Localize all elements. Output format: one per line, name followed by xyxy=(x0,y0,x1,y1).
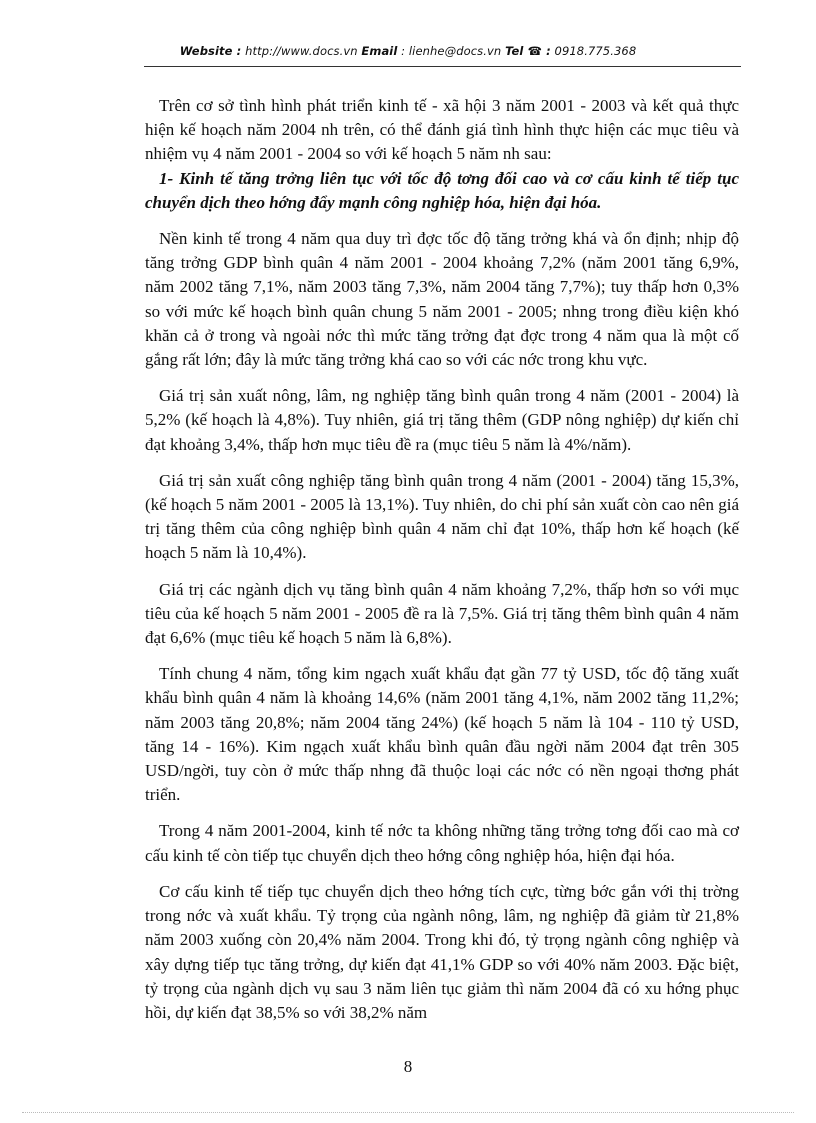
section-heading: 1- Kinh tế tăng trởng liên tục với tốc độ tơng đối cao và cơ cấu kinh tế tiếp tục chuyển dịch theo hớng đẩy mạnh công nghiệp hóa, hiện đại hóa. xyxy=(145,168,739,212)
tel-value: 0918.775.368 xyxy=(550,44,637,58)
website-value: http://www.docs.vn xyxy=(241,44,362,58)
paragraph-agriculture: Giá trị sản xuất nông, lâm, ng nghiệp tăng bình quân trong 4 năm (2001 - 2004) là 5,2% (kế hoạch là 4,8%). Tuy nhiên, giá trị tăng thêm (GDP nông nghiệp) dự kiến chỉ đạt khoảng 3,4%, thấp hơn mục tiêu đề ra (mục tiêu 5 năm là 4%/năm). xyxy=(145,386,739,454)
paragraph-services: Giá trị các ngành dịch vụ tăng bình quân 4 năm khoảng 7,2%, thấp hơn so với mục tiêu của kế hoạch 5 năm 2001 - 2005 đề ra là 7,5%. Giá trị tăng thêm bình quân 4 năm đạt 6,6% (mục tiêu kế hoạch 5 năm là 6,8%). xyxy=(145,579,739,648)
paragraph-intro: Trên cơ sở tình hình phát triển kinh tế - xã hội 3 năm 2001 - 2003 và kết quả thực hiện kế hoạch năm 2004 nh trên, có thể đánh giá tình hình thực hiện các mục tiêu và nhiệm vụ 4 năm 2001 - 2004 so với kế hoạch 5 năm nh sau: xyxy=(145,96,739,164)
header-divider xyxy=(144,66,741,67)
paragraph-industry: Giá trị sản xuất công nghiệp tăng bình quân trong 4 năm (2001 - 2004) tăng 15,3%, (kế hoạch 5 năm 2001 - 2005 là 13,1%). Tuy nhiên, do chi phí sản xuất còn cao nên giá trị tăng thêm của công nghiệp bình quân 4 năm chỉ đạt 10%, thấp hơn kế hoạch (kế hoạch 5 năm là 10,4%). xyxy=(145,470,739,563)
tel-label: Tel ☎ : xyxy=(505,44,551,58)
email-value: : lienhe@docs.vn xyxy=(397,44,506,58)
email-label: Email xyxy=(361,44,398,58)
page-bottom-divider xyxy=(22,1112,794,1113)
document-body xyxy=(145,94,739,1025)
paragraph-structure-intro: Trong 4 năm 2001-2004, kinh tế nớc ta không những tăng trởng tơng đối cao mà cơ cấu kinh tế còn tiếp tục chuyển dịch theo hớng công nghiệp hóa, hiện đại hóa. xyxy=(145,821,739,865)
paragraph-structure-detail: Cơ cấu kinh tế tiếp tục chuyển dịch theo hớng tích cực, từng bớc gắn với thị trờng trong nớc và xuất khẩu. Tỷ trọng của ngành nông, lâm, ng nghiệp đã giảm từ 21,8% năm 2003 xuống còn 20,4% năm 2004. Trong khi đó, tỷ trọng ngành công nghiệp và xây dựng tiếp tục tăng trởng, dự kiến đạt 41,1% GDP so với 40% năm 2003. Đặc biệt, tỷ trọng của ngành dịch vụ sau 3 năm liên tục giảm thì năm 2004 đã có xu hớng phục hồi, dự kiến đạt 38,5% so với 38,2% năm xyxy=(145,881,739,1022)
paragraph-economy-growth: Nền kinh tế trong 4 năm qua duy trì đợc tốc độ tăng trởng khá và ổn định; nhịp độ tăng trởng GDP bình quân 4 năm 2001 - 2004 khoảng 7,2% (năm 2001 tăng 6,9%, năm 2002 tăng 7,1%, năm 2003 tăng 7,3%, năm 2004 tăng 7,7%); tuy thấp hơn 0,3% so với mức kế hoạch bình quân chung 5 năm 2001 - 2005; nhng trong điều kiện khó khăn cả ở trong và ngoài nớc thì mức tăng trởng đạt đợc trong 4 năm qua là một cố gắng rất lớn; đây là mức tăng trởng khá cao so với các nớc trong khu vực. xyxy=(145,229,739,370)
page-number: 8 xyxy=(403,1057,413,1076)
website-label: Website : xyxy=(179,44,242,58)
page-header xyxy=(0,44,816,58)
paragraph-exports: Tính chung 4 năm, tổng kim ngạch xuất khẩu đạt gần 77 tỷ USD, tốc độ tăng xuất khẩu bình quân 4 năm là khoảng 14,6% (năm 2001 tăng 4,1%, năm 2002 tăng 11,2%; năm 2003 tăng 20,8%; năm 2004 tăng 24%) (kế hoạch 5 năm là 104 - 110 tỷ USD, tăng 14 - 16%). Kim ngạch xuất khẩu bình quân đầu ngời năm 2004 đạt trên 305 USD/ngời, tuy còn ở mức thấp nhng đã thuộc loại các nớc có nền ngoại thơng phát triển. xyxy=(145,664,739,805)
